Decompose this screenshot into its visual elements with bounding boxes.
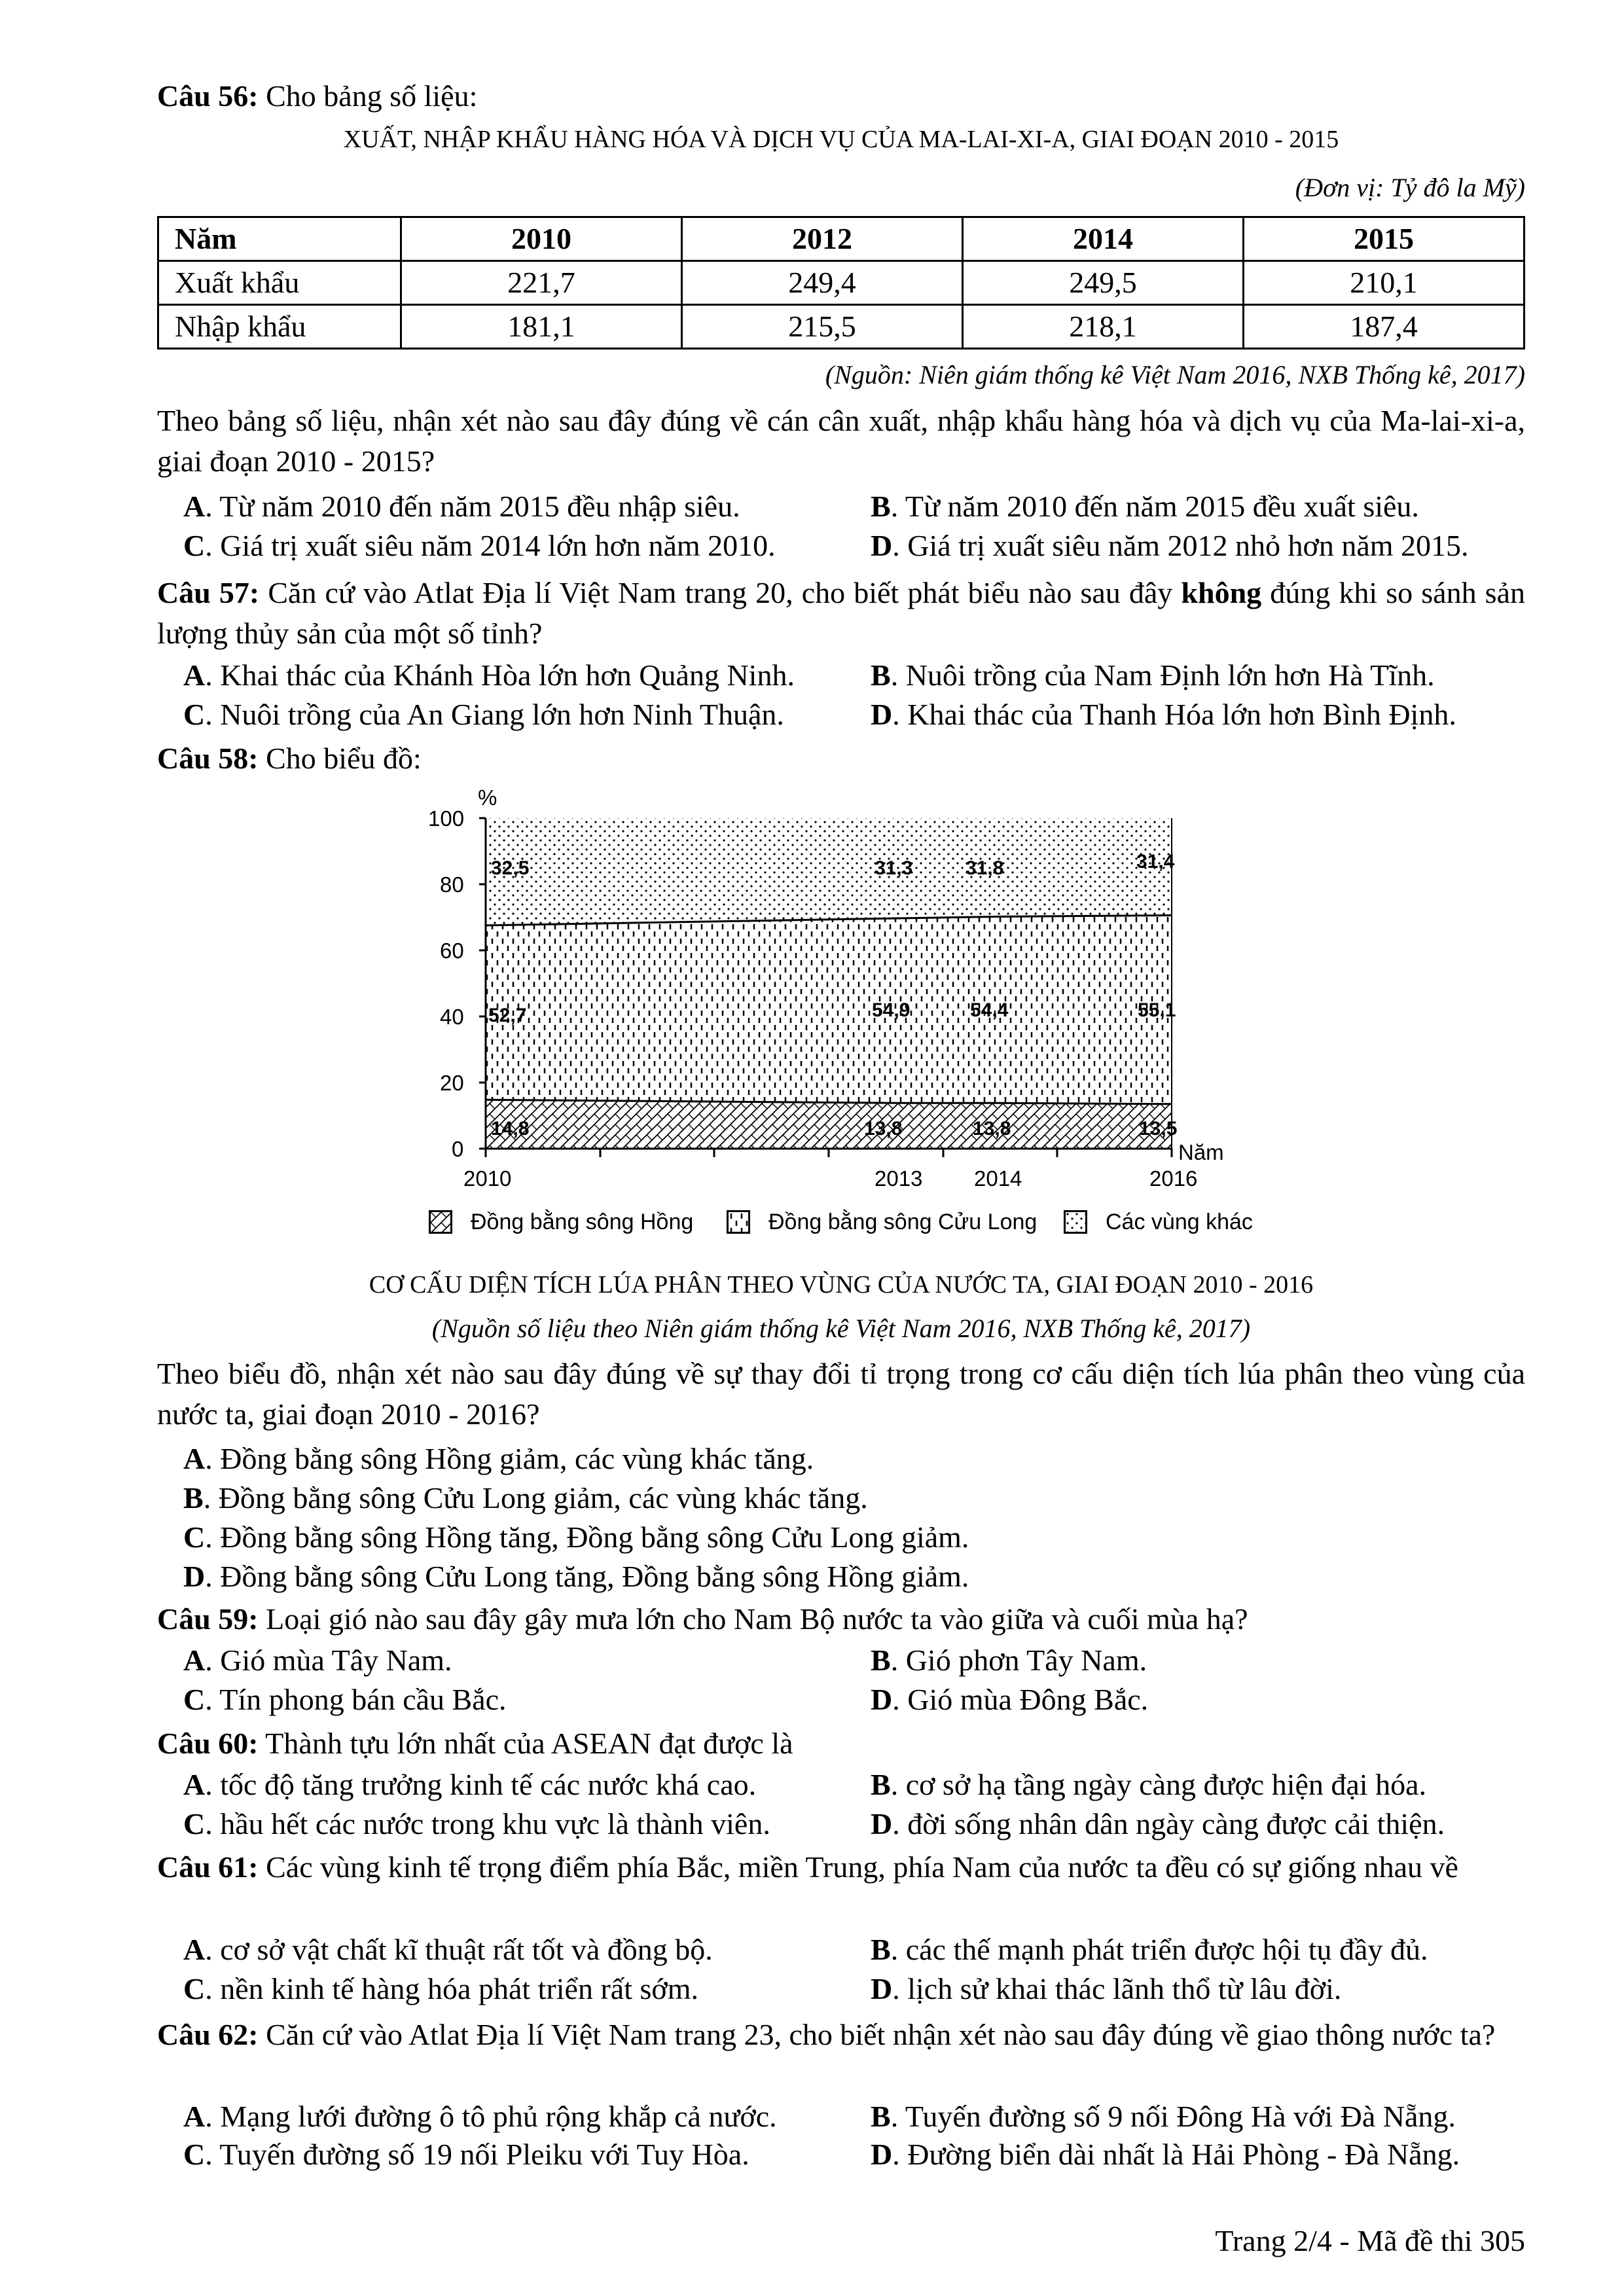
- question-text: Thành tựu lớn nhất của ASEAN đạt được là: [265, 1727, 793, 1760]
- option-text: . Từ năm 2010 đến năm 2015 đều nhập siêu.: [205, 490, 740, 523]
- y-axis-unit: %: [478, 785, 497, 810]
- data-label: 31,8: [965, 857, 1004, 879]
- question-number: Câu 58:: [157, 742, 259, 775]
- y-tick: 80: [440, 872, 464, 897]
- option-d[interactable]: [183, 1558, 969, 1596]
- option-d[interactable]: [871, 1681, 1148, 1719]
- option-c[interactable]: [183, 1805, 770, 1843]
- option-label: B: [871, 490, 891, 523]
- option-text: . Tuyến đường số 19 nối Pleiku với Tuy Hòa.: [205, 2138, 749, 2171]
- y-tick: 20: [440, 1071, 464, 1095]
- y-tick: 60: [440, 939, 464, 963]
- dashes-swatch-icon: [727, 1210, 750, 1234]
- option-text: . Tuyến đường số 9 nối Đông Hà với Đà Nẵng.: [890, 2100, 1456, 2133]
- cell: 210,1: [1244, 261, 1525, 305]
- data-label: 13,8: [864, 1118, 903, 1139]
- option-label: C: [183, 1807, 206, 1840]
- question-text: Căn cứ vào Atlat Địa lí Việt Nam trang 20, cho biết phát biểu nào sau đây: [268, 576, 1182, 609]
- option-label: C: [183, 1972, 206, 2005]
- data-label: 32,5: [491, 857, 530, 879]
- question-number: Câu 60:: [157, 1727, 259, 1760]
- data-label: 54,9: [872, 999, 911, 1021]
- y-tick: 40: [440, 1005, 464, 1029]
- header-cell: 2014: [963, 217, 1244, 261]
- row-label: Nhập khẩu: [158, 305, 401, 349]
- option-label: C: [183, 698, 206, 731]
- x-tick: 2014: [974, 1166, 1022, 1191]
- question-number: Câu 61:: [157, 1850, 259, 1884]
- q61-question: [157, 1847, 1525, 1888]
- data-label: 54,4: [970, 999, 1009, 1021]
- option-label: C: [183, 529, 206, 562]
- legend-label: Các vùng khác: [1106, 1210, 1253, 1234]
- table-row: [158, 305, 1525, 349]
- option-text: . đời sống nhân dân ngày càng được cải thiện.: [892, 1807, 1445, 1840]
- option-text: . cơ sở hạ tầng ngày càng được hiện đại hóa.: [890, 1768, 1427, 1801]
- header-cell: 2012: [682, 217, 963, 261]
- question-number: Câu 57:: [157, 576, 260, 609]
- data-label: 55,1: [1138, 999, 1176, 1021]
- option-d[interactable]: [871, 1970, 1341, 2008]
- question-text: Theo bảng số liệu, nhận xét nào sau đây đúng về cán cân xuất, nhập khẩu hàng hóa và dịch vụ của Ma-lai-xi-a, giai đoạn 2010 - 2015?: [157, 404, 1525, 478]
- option-a[interactable]: [183, 1766, 756, 1804]
- option-text: . Gió phơn Tây Nam.: [890, 1643, 1147, 1677]
- question-number: Câu 59:: [157, 1602, 259, 1636]
- question-text: đúng khi so sánh sản lượng thủy sản của một số tỉnh?: [157, 576, 1526, 650]
- x-tick: 2010: [463, 1166, 512, 1191]
- option-label: A: [183, 658, 206, 692]
- data-label: 13,8: [973, 1118, 1011, 1139]
- q57-question: [157, 573, 1525, 654]
- option-label: D: [871, 1972, 893, 2005]
- option-label: B: [871, 1768, 891, 1801]
- q62-question: [157, 2015, 1525, 2055]
- export-import-table: [157, 216, 1525, 350]
- option-b[interactable]: [871, 488, 1419, 526]
- option-c[interactable]: [183, 1518, 969, 1556]
- option-text: . Đường biển dài nhất là Hải Phòng - Đà Nẵng.: [892, 2138, 1460, 2171]
- cell: 249,5: [963, 261, 1244, 305]
- data-label: 14,8: [491, 1118, 530, 1139]
- option-a[interactable]: [183, 1641, 452, 1679]
- option-text: . Đồng bằng sông Hồng tăng, Đồng bằng sông Cửu Long giảm.: [205, 1520, 969, 1554]
- rice-area-structure-chart: [406, 779, 1257, 1250]
- option-text: . tốc độ tăng trưởng kinh tế các nước khá cao.: [205, 1768, 757, 1801]
- option-text: . Khai thác của Khánh Hòa lớn hơn Quảng Ninh.: [205, 658, 795, 692]
- option-a[interactable]: [183, 656, 795, 694]
- option-text: . Tín phong bán cầu Bắc.: [205, 1683, 507, 1716]
- option-label: D: [183, 1560, 206, 1593]
- option-text: . Từ năm 2010 đến năm 2015 đều xuất siêu.: [890, 490, 1419, 523]
- option-text: . hầu hết các nước trong khu vực là thành viên.: [205, 1807, 770, 1840]
- legend-label: Đồng bằng sông Hồng: [471, 1210, 694, 1234]
- option-label: A: [183, 2100, 206, 2133]
- option-c[interactable]: [183, 527, 776, 565]
- option-c[interactable]: [183, 1681, 507, 1719]
- row-label: Xuất khẩu: [158, 261, 401, 305]
- table-row: [158, 261, 1525, 305]
- q60-question: [157, 1725, 1525, 1763]
- option-c[interactable]: [183, 1970, 698, 2008]
- option-text: . nền kinh tế hàng hóa phát triển rất sớm.: [205, 1972, 698, 2005]
- option-label: B: [871, 1643, 891, 1677]
- q56-heading: [157, 77, 1525, 115]
- question-text: Theo biểu đồ, nhận xét nào sau đây đúng về sự thay đổi tỉ trọng trong cơ cấu diện tích lúa phân theo vùng của nước ta, giai đoạn 2010 - 2016?: [157, 1357, 1525, 1431]
- option-label: A: [183, 1442, 206, 1475]
- header-cell: 2015: [1244, 217, 1525, 261]
- cell: 215,5: [682, 305, 963, 349]
- option-label: B: [871, 1933, 891, 1966]
- option-text: . Gió mùa Đông Bắc.: [892, 1683, 1149, 1716]
- chart-source: (Nguồn số liệu theo Niên giám thống kê Việt Nam 2016, NXB Thống kê, 2017): [431, 1314, 1251, 1343]
- option-label: A: [183, 1643, 206, 1677]
- q58-heading: [157, 740, 1525, 778]
- option-b[interactable]: [183, 1479, 868, 1517]
- option-label: D: [871, 1683, 893, 1716]
- cell: 249,4: [682, 261, 963, 305]
- option-label: A: [183, 1768, 206, 1801]
- option-text: . Khai thác của Thanh Hóa lớn hơn Bình Định.: [892, 698, 1456, 731]
- option-label: C: [183, 2138, 206, 2171]
- option-a[interactable]: [183, 2098, 777, 2136]
- table-title: XUẤT, NHẬP KHẨU HÀNG HÓA VÀ DỊCH VỤ CỦA MA-LAI-XI-A, GIAI ĐOẠN 2010 - 2015: [343, 126, 1339, 153]
- option-d[interactable]: [871, 1805, 1445, 1843]
- cell: 221,7: [401, 261, 682, 305]
- cell: 187,4: [1244, 305, 1525, 349]
- option-c[interactable]: [183, 2136, 749, 2174]
- option-b[interactable]: [871, 2098, 1456, 2136]
- option-label: D: [871, 1807, 893, 1840]
- legend-item-other: [1064, 1208, 1253, 1236]
- option-a[interactable]: [183, 1931, 713, 1969]
- header-cell: 2010: [401, 217, 682, 261]
- data-label: 31,3: [875, 857, 913, 879]
- option-text: . Mạng lưới đường ô tô phủ rộng khắp cả nước.: [205, 2100, 777, 2133]
- table-unit: (Đơn vị: Tỷ đô la Mỹ): [1295, 173, 1525, 202]
- question-text: Loại gió nào sau đây gây mưa lớn cho Nam Bộ nước ta vào giữa và cuối mùa hạ?: [266, 1602, 1248, 1636]
- option-text: . Nuôi trồng của Nam Định lớn hơn Hà Tĩnh.: [890, 658, 1435, 692]
- option-b[interactable]: [871, 1931, 1428, 1969]
- option-b[interactable]: [871, 656, 1435, 694]
- question-emphasis: không: [1181, 576, 1262, 609]
- option-d[interactable]: [871, 696, 1456, 734]
- question-number: Câu 56:: [157, 79, 259, 113]
- dots-swatch-icon: [1064, 1210, 1087, 1234]
- option-text: . lịch sử khai thác lãnh thổ từ lâu đời.: [892, 1972, 1342, 2005]
- q59-question: [157, 1600, 1525, 1638]
- option-d[interactable]: [871, 2136, 1460, 2174]
- option-label: C: [183, 1683, 206, 1716]
- option-label: B: [871, 2100, 891, 2133]
- legend-item-red-river: [429, 1208, 693, 1236]
- option-text: . Đồng bằng sông Cửu Long tăng, Đồng bằng sông Hồng giảm.: [205, 1560, 969, 1593]
- option-text: . cơ sở vật chất kĩ thuật rất tốt và đồng bộ.: [205, 1933, 713, 1966]
- question-text: Căn cứ vào Atlat Địa lí Việt Nam trang 23, cho biết nhận xét nào sau đây đúng về giao thông nước ta?: [266, 2018, 1496, 2051]
- option-label: D: [871, 529, 893, 562]
- y-tick: 0: [452, 1137, 464, 1161]
- option-text: . Giá trị xuất siêu năm 2014 lớn hơn năm 2010.: [205, 529, 776, 562]
- option-label: B: [183, 1481, 204, 1515]
- option-a[interactable]: [183, 488, 740, 526]
- option-label: A: [183, 490, 206, 523]
- option-label: A: [183, 1933, 206, 1966]
- x-axis-label: Năm: [1178, 1140, 1224, 1164]
- question-number: Câu 62:: [157, 2018, 259, 2051]
- question-intro: Cho biểu đồ:: [266, 742, 422, 775]
- option-text: . các thế mạnh phát triển được hội tụ đầy đủ.: [890, 1933, 1428, 1966]
- chart-title: CƠ CẤU DIỆN TÍCH LÚA PHÂN THEO VÙNG CỦA NƯỚC TA, GIAI ĐOẠN 2010 - 2016: [369, 1271, 1314, 1299]
- option-b[interactable]: [871, 1766, 1426, 1804]
- option-label: C: [183, 1520, 206, 1554]
- option-text: . Giá trị xuất siêu năm 2012 nhỏ hơn năm 2015.: [892, 529, 1469, 562]
- area-other-regions: [486, 818, 1175, 925]
- option-label: D: [871, 2138, 893, 2171]
- table-header-row: [158, 217, 1525, 261]
- legend-item-mekong: [727, 1208, 1037, 1236]
- option-b[interactable]: [871, 1641, 1147, 1679]
- question-intro: Cho bảng số liệu:: [266, 79, 478, 113]
- cell: 218,1: [963, 305, 1244, 349]
- y-tick: 100: [428, 806, 465, 831]
- header-cell: Năm: [158, 217, 401, 261]
- area-mekong-delta: [486, 916, 1172, 1104]
- crosshatch-swatch-icon: [429, 1210, 452, 1234]
- option-label: D: [871, 698, 893, 731]
- data-label: 31,4: [1136, 851, 1175, 872]
- option-d[interactable]: [871, 527, 1469, 565]
- cell: 181,1: [401, 305, 682, 349]
- data-label: 52,7: [488, 1005, 527, 1026]
- option-c[interactable]: [183, 696, 784, 734]
- option-text: . Đồng bằng sông Cửu Long giảm, các vùng khác tăng.: [203, 1481, 868, 1515]
- page-footer: Trang 2/4 - Mã đề thi 305: [1215, 2224, 1525, 2257]
- option-label: B: [871, 658, 891, 692]
- option-text: . Nuôi trồng của An Giang lớn hơn Ninh Thuận.: [205, 698, 784, 731]
- area-red-river-delta: [486, 1100, 1172, 1149]
- option-text: . Đồng bằng sông Hồng giảm, các vùng khác tăng.: [205, 1442, 814, 1475]
- option-text: . Gió mùa Tây Nam.: [205, 1643, 452, 1677]
- legend-label: Đồng bằng sông Cửu Long: [768, 1210, 1038, 1234]
- table-source: (Nguồn: Niên giám thống kê Việt Nam 2016, NXB Thống kê, 2017): [825, 360, 1525, 389]
- x-tick: 2013: [875, 1166, 923, 1191]
- x-tick: 2016: [1149, 1166, 1198, 1191]
- data-label: 13,5: [1139, 1118, 1178, 1139]
- chart-plot: [406, 779, 1257, 1250]
- option-a[interactable]: [183, 1440, 814, 1478]
- question-text: Các vùng kinh tế trọng điểm phía Bắc, miền Trung, phía Nam của nước ta đều có sự giống nhau về: [266, 1850, 1458, 1884]
